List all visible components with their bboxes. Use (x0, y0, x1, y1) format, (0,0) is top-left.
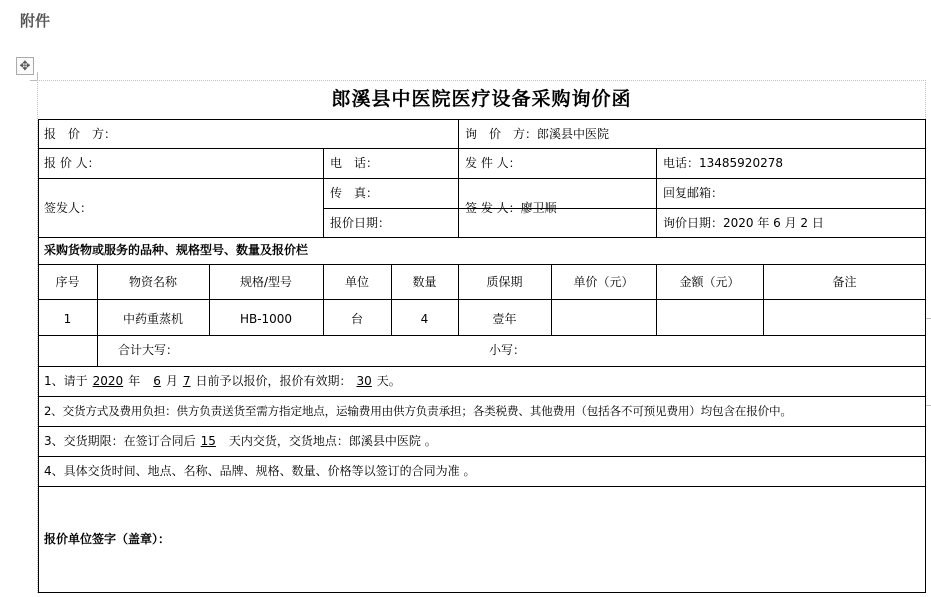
term-1-mid2: 月 (165, 374, 178, 388)
col-line (458, 119, 459, 237)
term-1-mid3: 日前予以报价，报价有效期： (195, 374, 352, 388)
inquirer-label: 询 价 方： (465, 127, 538, 141)
col-line (656, 148, 657, 237)
row-line (38, 456, 926, 457)
quoter-label: 报 价 方： (44, 127, 117, 141)
inquirer-value: 郎溪县中医院 (537, 127, 610, 141)
term-3 (44, 434, 437, 448)
cell-warranty: 壹年 (492, 312, 517, 326)
signer-label: 签 发 人：廖卫顺 (465, 201, 557, 215)
issuer-label: 签发人： (44, 201, 93, 215)
document-title: 郎溪县中医院医疗设备采购询价函 (331, 88, 632, 110)
col-header-remark: 备注 (832, 275, 857, 289)
inquiry-date: 询价日期：2020 年 6 月 2 日 (663, 216, 824, 230)
sender-phone: 电话：13485920278 (663, 156, 783, 170)
reply-email-label: 回复邮箱： (663, 186, 724, 200)
term-4: 4、具体交货时间、地点、名称、品牌、规格、数量、价格等以签订的合同为准 。 (44, 464, 476, 478)
term-1-mid1: 年 (128, 374, 141, 388)
row-line (38, 426, 926, 427)
cell-qty: 4 (420, 312, 429, 326)
attachment-label: 附件 (20, 12, 51, 30)
col-header-no: 序号 (55, 275, 80, 289)
sender-label: 发 件 人： (465, 156, 521, 170)
margin-tick (926, 405, 931, 406)
row-line (38, 148, 926, 149)
total-upper-label: 合计大写： (118, 343, 179, 357)
row-line (38, 299, 926, 300)
cell-no: 1 (63, 312, 72, 326)
phone-label: 电 话： (330, 156, 379, 170)
col-header-unit: 单位 (344, 275, 369, 289)
term-1-year: 2020 (92, 374, 124, 388)
cell-name: 中药重蒸机 (122, 312, 183, 326)
quote-person-label: 报 价 人： (44, 156, 100, 170)
row-line (323, 208, 926, 209)
margin-tick (926, 318, 931, 319)
quote-date-label: 报价日期： (330, 216, 391, 230)
col-header-amount: 金额（元） (679, 275, 740, 289)
term-3-post: 天内交货，交货地点：郎溪县中医院 。 (228, 434, 437, 448)
row-line (38, 335, 926, 336)
cell-model: HB-1000 (239, 312, 293, 326)
fax-label: 传 真： (330, 186, 379, 200)
row-line (38, 178, 926, 179)
term-2: 2、交货方式及费用负担：供方负责送货至需方指定地点，运输费用由供方负责承担；各类税费、其他费用（包括各不可预见费用）均包含在报价中。 (44, 404, 792, 418)
cell-unit: 台 (350, 312, 363, 326)
col-header-price: 单价（元） (573, 275, 634, 289)
term-1-day: 7 (182, 374, 191, 388)
row-line (38, 486, 926, 487)
term-1-pre: 1、请于 (44, 374, 88, 388)
inquirer-field (465, 127, 609, 141)
col-header-name: 物资名称 (128, 275, 177, 289)
col-line (323, 148, 324, 237)
term-3-pre: 3、交货期限：在签订合同后 (44, 434, 196, 448)
col-header-qty: 数量 (412, 275, 437, 289)
term-3-days: 15 (200, 434, 216, 448)
term-1-post: 天。 (376, 374, 401, 388)
row-line (38, 396, 926, 397)
row-line (38, 366, 926, 367)
term-1-days: 30 (356, 374, 372, 388)
row-line (38, 264, 926, 265)
term-1-month: 6 (153, 374, 161, 388)
section-title: 采购货物或服务的品种、规格型号、数量及报价栏 (44, 243, 309, 257)
signature-label: 报价单位签字（盖章）： (44, 532, 171, 546)
col-header-model: 规格/型号 (239, 275, 293, 289)
row-line (38, 237, 926, 238)
col-header-warranty: 质保期 (486, 275, 523, 289)
term-1 (44, 374, 401, 388)
total-lower-label: 小写： (489, 343, 526, 357)
table-move-handle-icon[interactable]: ✥ (16, 57, 34, 75)
